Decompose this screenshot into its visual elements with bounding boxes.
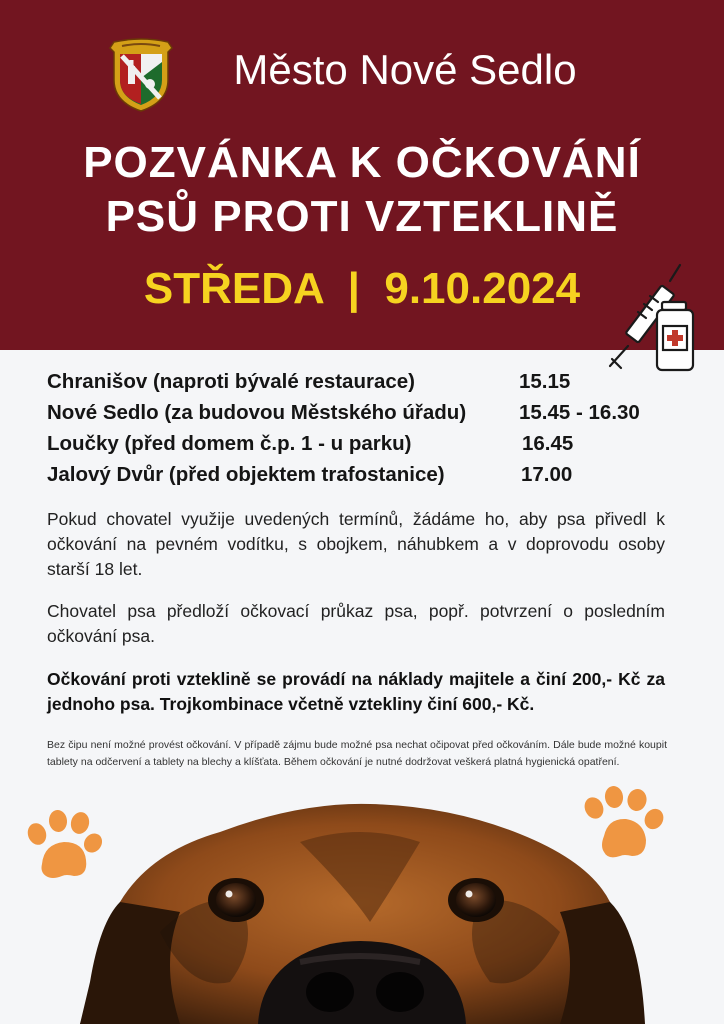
schedule-list (47, 370, 687, 494)
schedule-time: 15.45 - 16.30 (519, 401, 640, 424)
title-line-2: PSŮ PROTI VZTEKLINĚ (105, 192, 619, 241)
schedule-time: 15.15 (519, 370, 571, 393)
paragraph-requirements: Pokud chovatel využije uvedených termínů, žádáme ho, aby psa přivedl k očkování na pevném vodítku, s obojkem, náhubkem a v doprovodu osoby starší 18 let. (47, 509, 665, 579)
dog-photo (0, 782, 724, 1024)
paragraph-price: Očkování proti vzteklině se provádí na náklady majitele a činí 200,- Kč za jednoho psa. Trojkombinace včetně vztekliny činí 600,- Kč. (47, 669, 665, 714)
vaccine-bottle-icon (657, 302, 693, 370)
schedule-place: Jalový Dvůr (před objektem trafostanice) (47, 463, 445, 486)
schedule-row (47, 370, 687, 401)
schedule-time: 17.00 (521, 463, 573, 486)
schedule-row (47, 401, 687, 432)
schedule-place: Nové Sedlo (za budovou Městského úřadu) (47, 401, 467, 424)
schedule-row (47, 463, 687, 494)
note-text: Bez čipu není možné provést očkování. V případě zájmu bude možné psa nechat očipovat před očkováním. Dále bude možné koupit tablety na odčervení a tablety na blechy a klíšťata. Během očkování je nutné dodržovat veškerá platná hygienická opatření. (47, 739, 667, 768)
coat-of-arms (106, 38, 176, 113)
schedule-place: Loučky (před domem č.p. 1 - u parku) (47, 432, 412, 455)
event-date: STŘEDA | 9.10.2024 (143, 264, 581, 313)
schedule-row (47, 432, 687, 463)
schedule-time: 16.45 (522, 432, 574, 455)
paragraph-documents: Chovatel psa předloží očkovací průkaz psa, popř. potvrzení o posledním očkování psa. (47, 601, 665, 646)
town-name: Město Nové Sedlo (233, 46, 577, 93)
title-line-1: POZVÁNKA K OČKOVÁNÍ (83, 138, 641, 187)
schedule-place: Chranišov (naproti bývalé restaurace) (47, 370, 415, 393)
syringe-icon (602, 262, 702, 374)
